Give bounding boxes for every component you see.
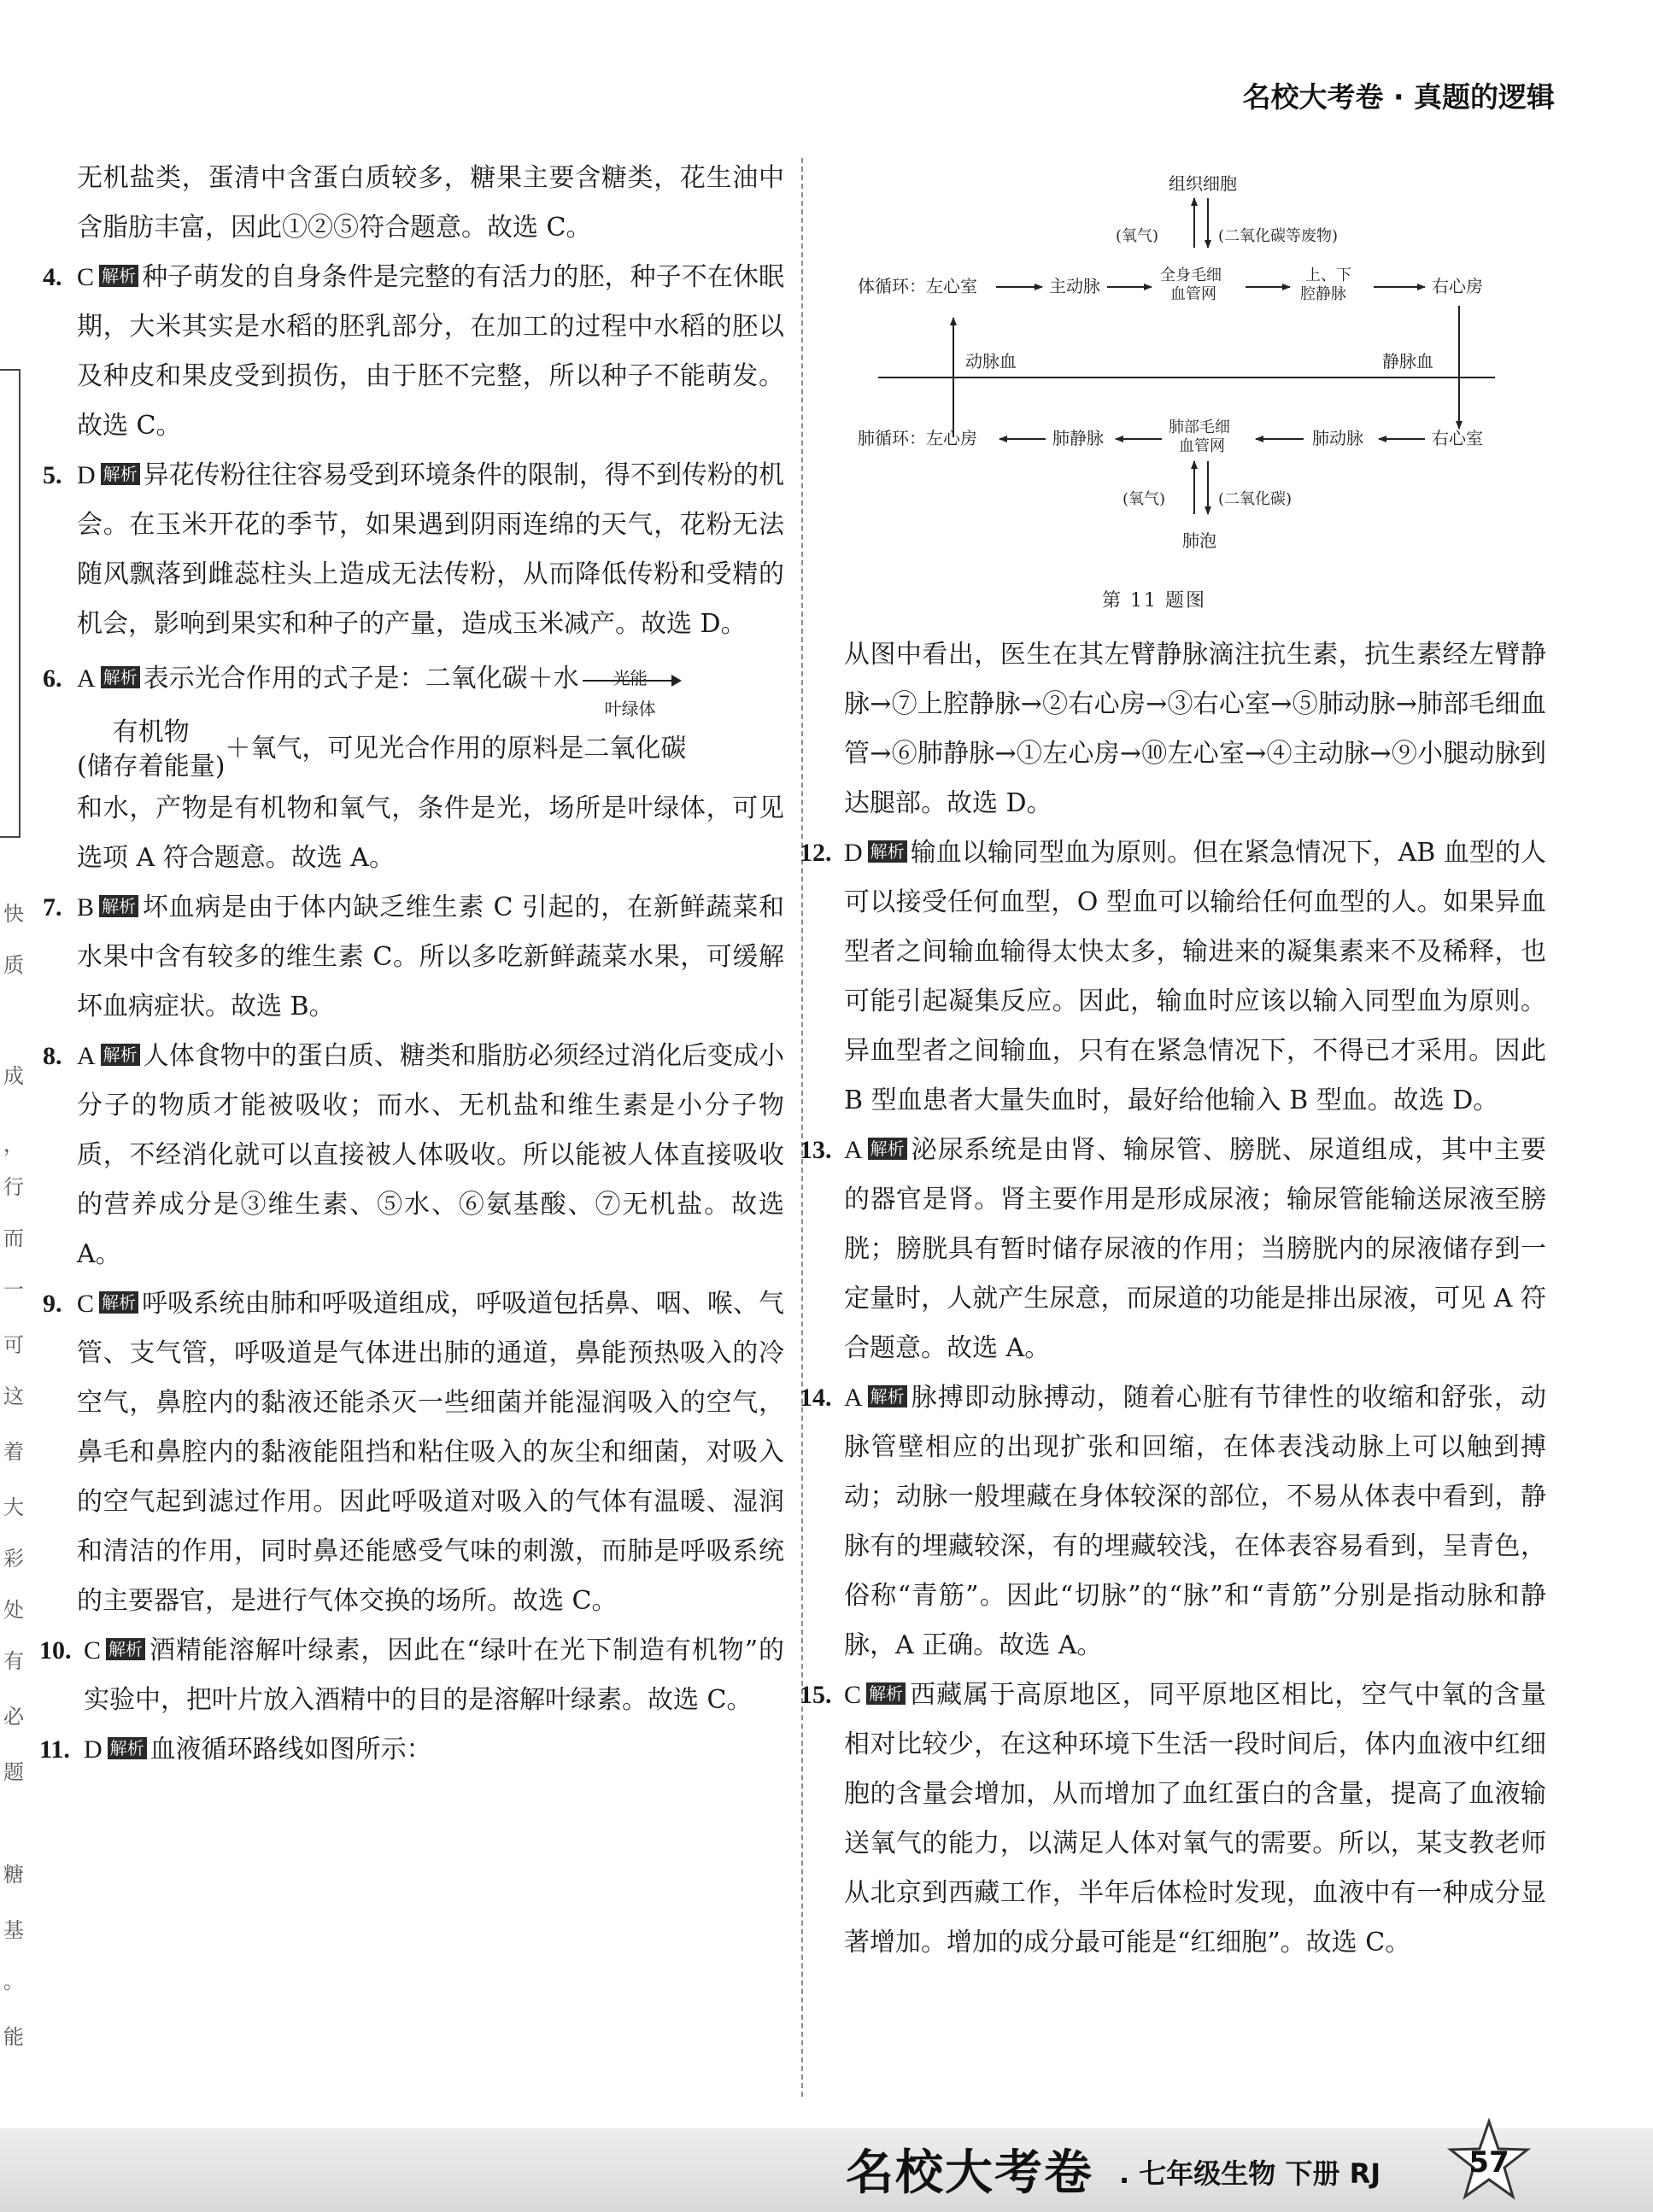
answer-choice: D [84, 1735, 103, 1764]
answer-4 [43, 253, 784, 451]
answer-9 [43, 1279, 784, 1626]
answer-choice: C [77, 1290, 95, 1318]
answer-11 [39, 1725, 784, 1775]
analysis-tag: 解析 [101, 1044, 140, 1066]
right-column [800, 630, 1546, 1968]
answer-text: ＋氧气，可见光合作用的原料是二氧化碳 [225, 734, 687, 764]
answer-choice: C [84, 1636, 102, 1665]
answer-number: 5. [43, 461, 62, 489]
edge-char: 快 [3, 902, 24, 926]
diagram-label-pulmonary-artery: 肺动脉 [1312, 428, 1363, 448]
answer-choice: D [77, 461, 96, 489]
diagram-label-pulmonary-vein: 肺静脉 [1052, 428, 1104, 448]
blood-circulation-diagram [844, 162, 1546, 623]
diagram-label-aorta: 主动脉 [1049, 276, 1100, 296]
answer-text: 输血以输同型血为原则。但在紧急情况下，AB 血型的人可以接受任何血型，O 型血可以输给任何血型的人。如果异血型者之间输血输得太快太多，输进来的凝集素来不及稀释，也可能引起凝集反应。因此，输血时应该以输入同型血为原则。异血型者之间输血，只有在紧急情况下，不得已才采用。因此 B 型血患者大量失血时，最好给他输入 B 型血。故选 D。 [844, 838, 1546, 1115]
answer-choice: A [844, 1384, 863, 1412]
answer-7 [43, 883, 784, 1032]
diagram-label-co2-bottom: (二氧化碳) [1218, 490, 1293, 508]
answer-15 [800, 1671, 1546, 1968]
analysis-tag: 解析 [99, 265, 138, 287]
edge-char: 处 [3, 1598, 24, 1622]
answer-12 [800, 828, 1546, 1126]
footer-subtitle: . 七年级生物 下册 RJ [1119, 2157, 1381, 2190]
answer-choice: B [77, 893, 95, 922]
answer-text: 种子萌发的自身条件是完整的有活力的胚，种子不在休眠期，大米其实是水稻的胚乳部分，在加工的过程中水稻的胚以及种皮和果皮受到损伤，由于胚不完整，所以种子不能萌发。故选 C。 [77, 262, 784, 441]
figure-caption: 第 11 题图 [1102, 590, 1206, 612]
analysis-tag: 解析 [868, 840, 907, 863]
analysis-tag: 解析 [106, 1638, 145, 1660]
edge-char: 有 [3, 1649, 24, 1673]
analysis-tag: 解析 [866, 1682, 906, 1705]
left-column [39, 154, 784, 1775]
edge-char: ， [3, 1132, 24, 1156]
answer-choice: C [844, 1681, 862, 1709]
edge-char: 必 [3, 1705, 24, 1729]
answer-text: 酒精能溶解叶绿素，因此在“绿叶在光下制造有机物”的实验中，把叶片放入酒精中的目的是溶解叶绿素。故选 C。 [84, 1636, 784, 1715]
answer-number: 15. [800, 1681, 832, 1709]
diagram-label-vena-cava: 上、下 [1305, 266, 1351, 284]
diagram-label-right-atrium: 右心房 [1432, 276, 1483, 296]
circulation-svg [844, 162, 1546, 589]
analysis-tag: 解析 [101, 666, 140, 688]
answer-number: 11. [39, 1735, 70, 1764]
analysis-tag: 解析 [108, 1737, 147, 1759]
diagram-label-venous-blood: 静脉血 [1382, 351, 1433, 372]
diagram-label-arterial-blood: 动脉血 [965, 351, 1017, 372]
answer-number: 13. [800, 1136, 832, 1164]
diagram-label-alveoli: 肺泡 [1182, 530, 1216, 551]
answer-text: 血液循环路线如图所示： [149, 1735, 432, 1764]
edge-char: 。 [3, 1969, 24, 1993]
edge-char: 着 [3, 1440, 24, 1464]
answer-number: 6. [43, 664, 62, 693]
answer-text: 人体食物中的蛋白质、糖类和脂肪必须经过消化后变成小分子的物质才能被吸收；而水、无机盐和维生素是小分子物质，不经消化就可以直接被人体吸收。所以能被人体直接吸收的营养成分是③维生素、⑤水、⑥氨基酸、⑦无机盐。故选 A。 [77, 1041, 784, 1269]
edge-char: 基 [3, 1918, 24, 1942]
analysis-tag: 解析 [868, 1385, 907, 1407]
edge-char: 可 [3, 1333, 24, 1357]
answer-text: 坏血病是由于体内缺乏维生素 C 引起的，在新鲜蔬菜和水果中含有较多的维生素 C。所以多吃新鲜蔬菜水果，可缓解坏血病症状。故选 B。 [77, 892, 784, 1021]
analysis-tag: 解析 [99, 1291, 138, 1314]
edge-char: 糖 [3, 1863, 24, 1887]
edge-char: 题 [3, 1760, 24, 1784]
diagram-label-systemic-left-ventricle: 体循环：左心室 [858, 276, 977, 296]
diagram-label-body-capillary-2: 血管网 [1170, 285, 1216, 303]
footer-band [0, 2128, 1653, 2212]
answer-text: 西藏属于高原地区，同平原地区相比，空气中氧的含量相对比较少，在这种环境下生活一段时间后，体内血液中红细胞的含量会增加，从而增加了血红蛋白的含量，提高了血液输送氧气的能力，以满足人体对氧气的需要。所以，某支教老师从北京到西藏工作，半年后体检时发现，血液中有一种成分显著增加。增加的成分最可能是“红细胞”。故选 C。 [844, 1680, 1546, 1957]
analysis-tag: 解析 [868, 1138, 907, 1160]
answer-11-continuation: 从图中看出，医生在其左臂静脉滴注抗生素，抗生素经左臂静脉→⑦上腔静脉→②右心房→③右心室→⑤肺动脉→肺部毛细血管→⑥肺静脉→①左心房→⑩左心室→④主动脉→⑨小腿动脉到达腿部。故选 D。 [844, 640, 1546, 818]
page-header-title: 名校大考卷 · 真题的逻辑 [1242, 80, 1555, 114]
answer-8 [43, 1032, 784, 1279]
answer-text: 脉搏即动脉搏动，随着心脏有节律性的收缩和舒张，动脉管壁相应的出现扩张和回缩，在体表浅动脉上可以触到搏动；动脉一般埋藏在身体较深的部位，不易从体表中看到，静脉有的埋藏较深，有的埋藏较浅，在体表容易看到，呈青色，俗称“青筋”。因此“切脉”的“脉”和“青筋”分别是指动脉和静脉，A 正确。故选 A。 [844, 1383, 1546, 1660]
reaction-condition-light: 光能 [613, 668, 648, 688]
answer-text: 异花传粉往往容易受到环境条件的限制，得不到传粉的机会。在玉米开花的季节，如果遇到阴雨连绵的天气，花粉无法随风飘落到雌蕊柱头上造成无法传粉，从而降低传粉和受精的机会，影响到果实和种子的产量，造成玉米减产。故选 D。 [77, 460, 784, 639]
answer-number: 4. [43, 263, 62, 291]
diagram-label-tissue-cells: 组织细胞 [1169, 173, 1237, 194]
edge-char: 成 [3, 1064, 24, 1088]
answer-choice: D [844, 839, 863, 867]
edge-char: 这 [3, 1384, 24, 1408]
edge-char: 能 [3, 2025, 24, 2049]
answer-number: 9. [43, 1290, 62, 1318]
answer-6 [43, 654, 784, 883]
edge-char: 行 [3, 1175, 24, 1199]
edge-char: 一 [3, 1278, 24, 1302]
page-number: 57 [1468, 2145, 1509, 2180]
answer-number: 7. [43, 893, 62, 922]
arrow-line [583, 680, 678, 682]
diagram-label-co2-top: (二氧化碳等废物) [1218, 227, 1339, 245]
diagram-label-oxygen-bottom: (氧气) [1123, 490, 1166, 508]
binding-edge-bracket [0, 369, 21, 838]
answer-number: 8. [43, 1042, 62, 1070]
answer-10 [39, 1626, 784, 1725]
diagram-label-vena-cava-2: 腔静脉 [1300, 285, 1346, 303]
answer-13 [800, 1126, 1546, 1373]
answer-number: 12. [800, 839, 832, 867]
answer-number: 10. [39, 1636, 72, 1665]
answer-3-continuation: 无机盐类，蛋清中含蛋白质较多，糖果主要含糖类，花生油中含脂肪丰富，因此①②⑤符合题意。故选 C。 [77, 163, 784, 243]
diagram-label-lung-capillary-2: 血管网 [1179, 437, 1225, 455]
edge-char: 大 [3, 1495, 24, 1519]
answer-5 [43, 451, 784, 649]
product-organic-matter [77, 716, 225, 784]
answer-choice: A [77, 1042, 96, 1070]
product-label: 有机物 [112, 717, 190, 747]
answer-text: 呼吸系统由肺和呼吸道组成，呼吸道包括鼻、咽、喉、气管、支气管，呼吸道是气体进出肺的通道，鼻能预热吸入的冷空气，鼻腔内的黏液还能杀灭一些细菌并能湿润吸入的空气，鼻毛和鼻腔内的黏液能阻挡和粘住吸入的灰尘和细菌，对吸入的空气起到滤过作用。因此呼吸道对吸入的气体有温暖、湿润和清洁的作用，同时鼻还能感受气味的刺激，而肺是呼吸系统的主要器官，是进行气体交换的场所。故选 C。 [77, 1289, 784, 1616]
reaction-condition-chloroplast: 叶绿体 [604, 699, 656, 719]
answer-text: 和水，产物是有机物和氧气，条件是光，场所是叶绿体，可见选项 A 符合题意。故选 A。 [77, 793, 784, 873]
diagram-label-body-capillary: 全身毛细 [1160, 266, 1222, 284]
answer-choice: A [77, 664, 96, 693]
answer-text: 泌尿系统是由肾、输尿管、膀胱、尿道组成，其中主要的器官是肾。肾主要作用是形成尿液；输尿管能输送尿液至膀胱；膀胱具有暂时储存尿液的作用；当膀胱内的尿液储存到一定量时，人就产生尿意，而尿道的功能是排出尿液，可见 A 符合题意。故选 A。 [844, 1135, 1546, 1363]
product-note: (储存着能量) [77, 752, 226, 781]
diagram-label-oxygen-top: (氧气) [1116, 227, 1159, 245]
answer-text: 表示光合作用的式子是：二氧化碳＋水 [143, 664, 579, 693]
answer-choice: C [77, 263, 95, 291]
analysis-tag: 解析 [101, 463, 140, 485]
reaction-arrow [579, 658, 682, 719]
diagram-label-lung-capillary: 肺部毛细 [1169, 418, 1230, 436]
footer-brand: 名校大考卷 [846, 2145, 1093, 2201]
answer-14 [800, 1373, 1546, 1671]
answer-number: 14. [800, 1384, 832, 1412]
diagram-label-right-ventricle: 右心室 [1432, 428, 1483, 448]
edge-char: 质 [3, 953, 24, 977]
diagram-label-pulmonary-left-atrium: 肺循环：左心房 [858, 428, 977, 448]
analysis-tag: 解析 [99, 895, 138, 917]
answer-choice: A [844, 1136, 863, 1164]
edge-char: 而 [3, 1226, 24, 1250]
edge-char: 彩 [3, 1547, 24, 1571]
